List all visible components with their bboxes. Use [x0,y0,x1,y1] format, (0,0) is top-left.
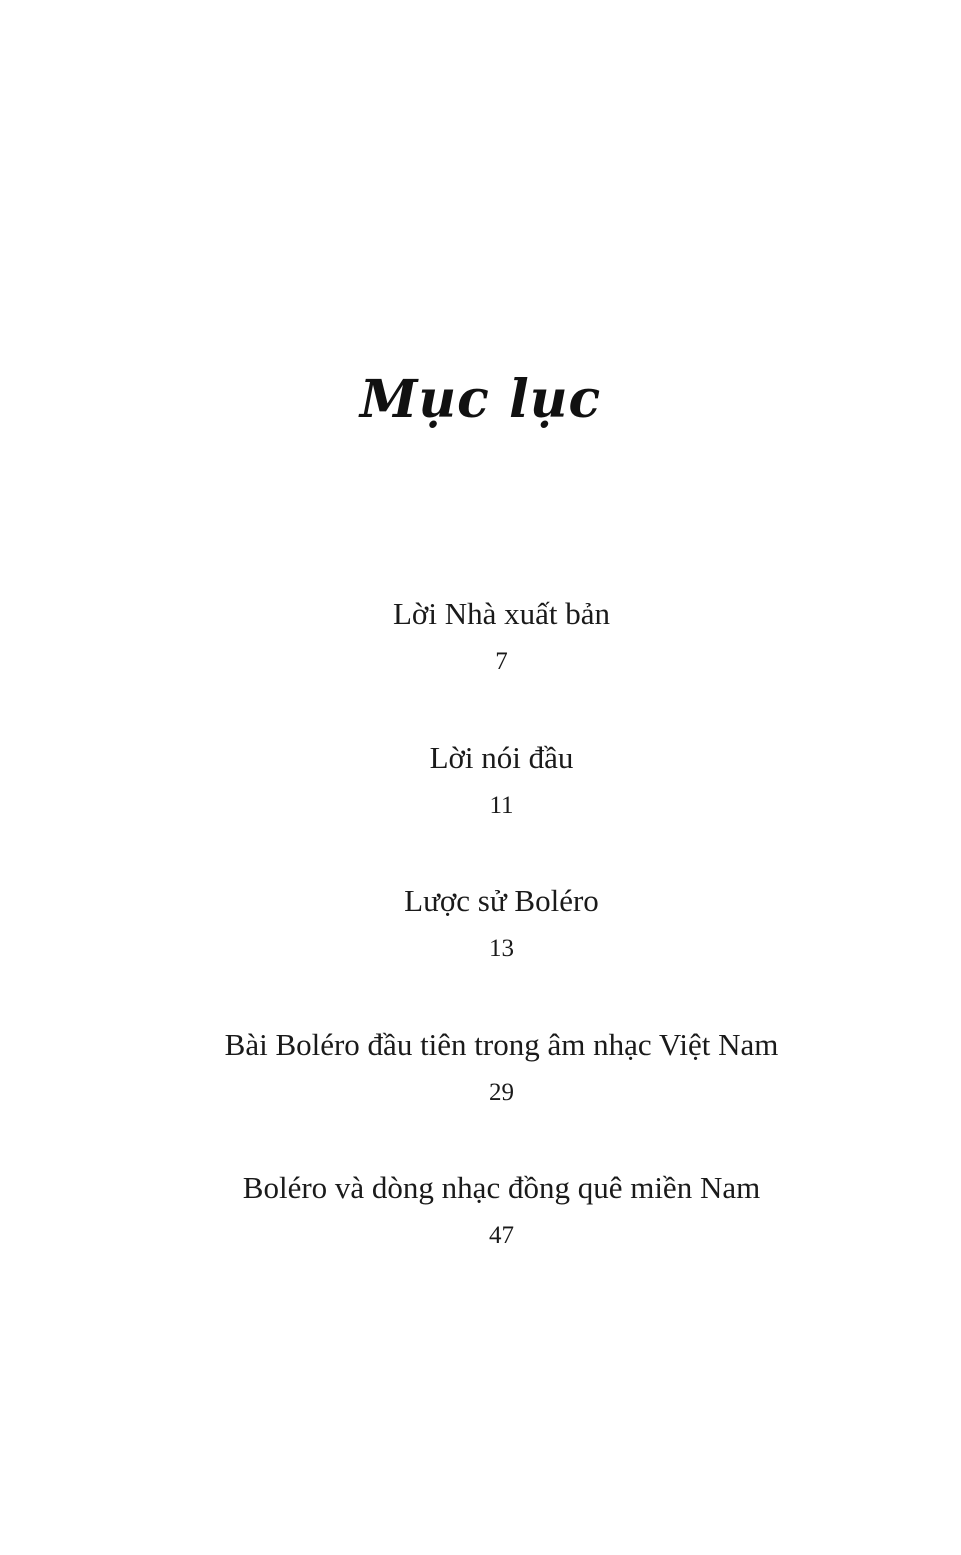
toc-entry [0,1162,961,1306]
toc-entry-page-number: 11 [489,791,514,819]
toc-entry [0,588,961,732]
toc-entry-title: Lời nói đầu [429,739,574,775]
toc-heading: Mục lục [359,369,602,430]
toc-entry-title: Bài Boléro đầu tiên trong âm nhạc Việt Nam [224,1026,779,1062]
toc-entry-title: Lược sử Boléro [404,883,599,918]
toc-entry [0,875,961,1019]
toc-entry [0,1019,961,1163]
toc-entry-page-number: 7 [495,648,508,675]
toc-entry-title: Lời Nhà xuất bản [393,596,610,631]
toc-entry-title: Boléro và dòng nhạc đồng quê miền Nam [242,1170,761,1205]
toc-entries [0,588,961,1306]
toc-entry-page-number: 29 [489,1078,514,1106]
toc-entry [0,732,961,876]
toc-entry-page-number: 47 [489,1222,514,1249]
toc-entry-page-number: 13 [489,935,514,962]
